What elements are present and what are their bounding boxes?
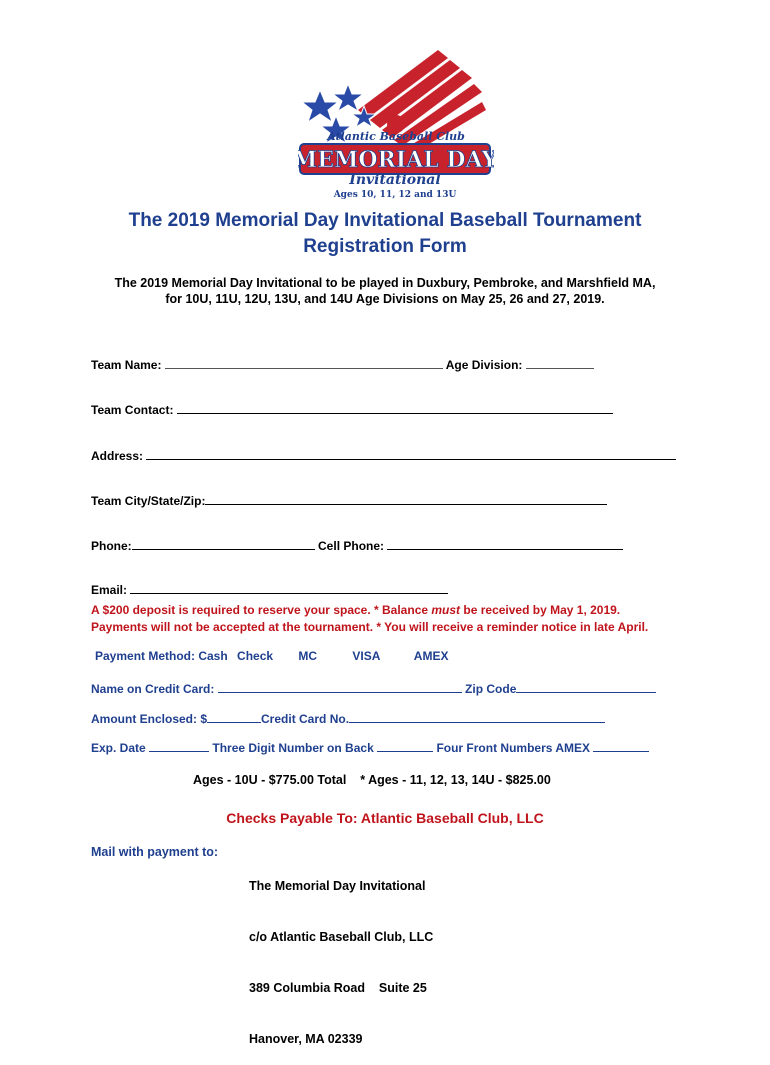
- logo-event-title: MEMORIAL DAY: [298, 147, 494, 173]
- mail-line-1: The Memorial Day Invitational: [249, 879, 426, 893]
- mail-line-2: c/o Atlantic Baseball Club, LLC: [249, 930, 434, 944]
- payment-option-visa[interactable]: VISA: [352, 649, 381, 663]
- address-field[interactable]: [146, 446, 676, 460]
- deposit-text-a: A $200 deposit is required to reserve your space. * Balance: [91, 603, 432, 617]
- three-digit-label: Three Digit Number on Back: [212, 741, 374, 755]
- memorial-day-invitational-logo: [298, 40, 494, 200]
- deposit-text-emphasis: must: [431, 603, 461, 617]
- email-field[interactable]: [130, 580, 448, 594]
- credit-card-no-field[interactable]: [349, 709, 605, 723]
- three-digit-field[interactable]: [377, 738, 433, 752]
- exp-date-row: [91, 738, 649, 755]
- amount-enclosed-label: Amount Enclosed: $: [91, 712, 208, 726]
- age-division-field[interactable]: [526, 355, 594, 369]
- page-subtitle: Registration Form: [303, 236, 467, 257]
- zip-code-label: Zip Code: [465, 682, 517, 696]
- exp-date-field[interactable]: [149, 738, 209, 752]
- name-on-card-label: Name on Credit Card:: [91, 682, 215, 696]
- team-contact-field[interactable]: [177, 400, 613, 414]
- name-on-card-row: [91, 679, 656, 696]
- cell-phone-label: Cell Phone:: [318, 539, 385, 553]
- cell-phone-field[interactable]: [387, 536, 623, 550]
- logo-graphic: [298, 40, 494, 200]
- logo-ages: Ages 10, 11, 12 and 13U: [333, 190, 457, 200]
- payment-option-mc[interactable]: MC: [298, 649, 318, 663]
- mail-line-3: 389 Columbia Road Suite 25: [249, 981, 427, 995]
- team-contact-row: [91, 400, 613, 417]
- four-front-label: Four Front Numbers AMEX: [436, 741, 590, 755]
- team-city-row: [91, 491, 607, 508]
- phone-field[interactable]: [132, 536, 315, 550]
- payment-option-check[interactable]: Check: [237, 649, 274, 663]
- deposit-text-b: be received by May 1, 2019.: [460, 603, 621, 617]
- team-name-row: [91, 355, 594, 372]
- pricing-line: Ages - 10U - $775.00 Total * Ages - 11, 12, 13, 14U - $825.00: [193, 773, 551, 787]
- team-name-field[interactable]: [165, 355, 443, 369]
- phone-row: [91, 536, 623, 553]
- zip-code-field[interactable]: [516, 679, 656, 693]
- address-label: Address:: [91, 449, 144, 463]
- credit-card-no-label: Credit Card No.: [261, 712, 350, 726]
- exp-date-label: Exp. Date: [91, 741, 146, 755]
- logo-club-name: Atlantic Baseball Club: [327, 130, 465, 143]
- mail-address: [249, 844, 433, 1065]
- amount-row: [91, 709, 605, 726]
- logo-event-subtitle: Invitational: [349, 172, 441, 188]
- name-on-card-field[interactable]: [218, 679, 462, 693]
- payment-method-row: [95, 649, 448, 663]
- deposit-notice-line-2: Payments will not be accepted at the tournament. * You will receive a reminder notice in late April.: [91, 620, 649, 634]
- address-row: [91, 446, 676, 463]
- page-title: The 2019 Memorial Day Invitational Baseball Tournament: [128, 210, 642, 231]
- team-city-field[interactable]: [205, 491, 607, 505]
- team-contact-label: Team Contact:: [91, 403, 174, 417]
- mail-line-4: Hanover, MA 02339: [249, 1032, 363, 1046]
- email-row: [91, 580, 448, 597]
- age-division-label: Age Division:: [445, 358, 523, 372]
- team-name-label: Team Name:: [91, 358, 162, 372]
- payment-option-amex[interactable]: AMEX: [413, 649, 449, 663]
- deposit-notice-line-1: [91, 603, 620, 617]
- phone-label: Phone:: [91, 539, 132, 553]
- amount-enclosed-field[interactable]: [207, 709, 261, 723]
- four-front-field[interactable]: [593, 738, 649, 752]
- intro-line-1: The 2019 Memorial Day Invitational to be played in Duxbury, Pembroke, and Marshfield MA,: [114, 276, 656, 290]
- mail-label: Mail with payment to:: [91, 845, 219, 859]
- email-label: Email:: [91, 583, 128, 597]
- payment-method-label: Payment Method: Cash: [95, 649, 228, 663]
- checks-payable-heading: Checks Payable To: Atlantic Baseball Club, LLC: [226, 810, 544, 826]
- team-city-label: Team City/State/Zip:: [91, 494, 206, 508]
- intro-line-2: for 10U, 11U, 12U, 13U, and 14U Age Divisions on May 25, 26 and 27, 2019.: [165, 292, 605, 306]
